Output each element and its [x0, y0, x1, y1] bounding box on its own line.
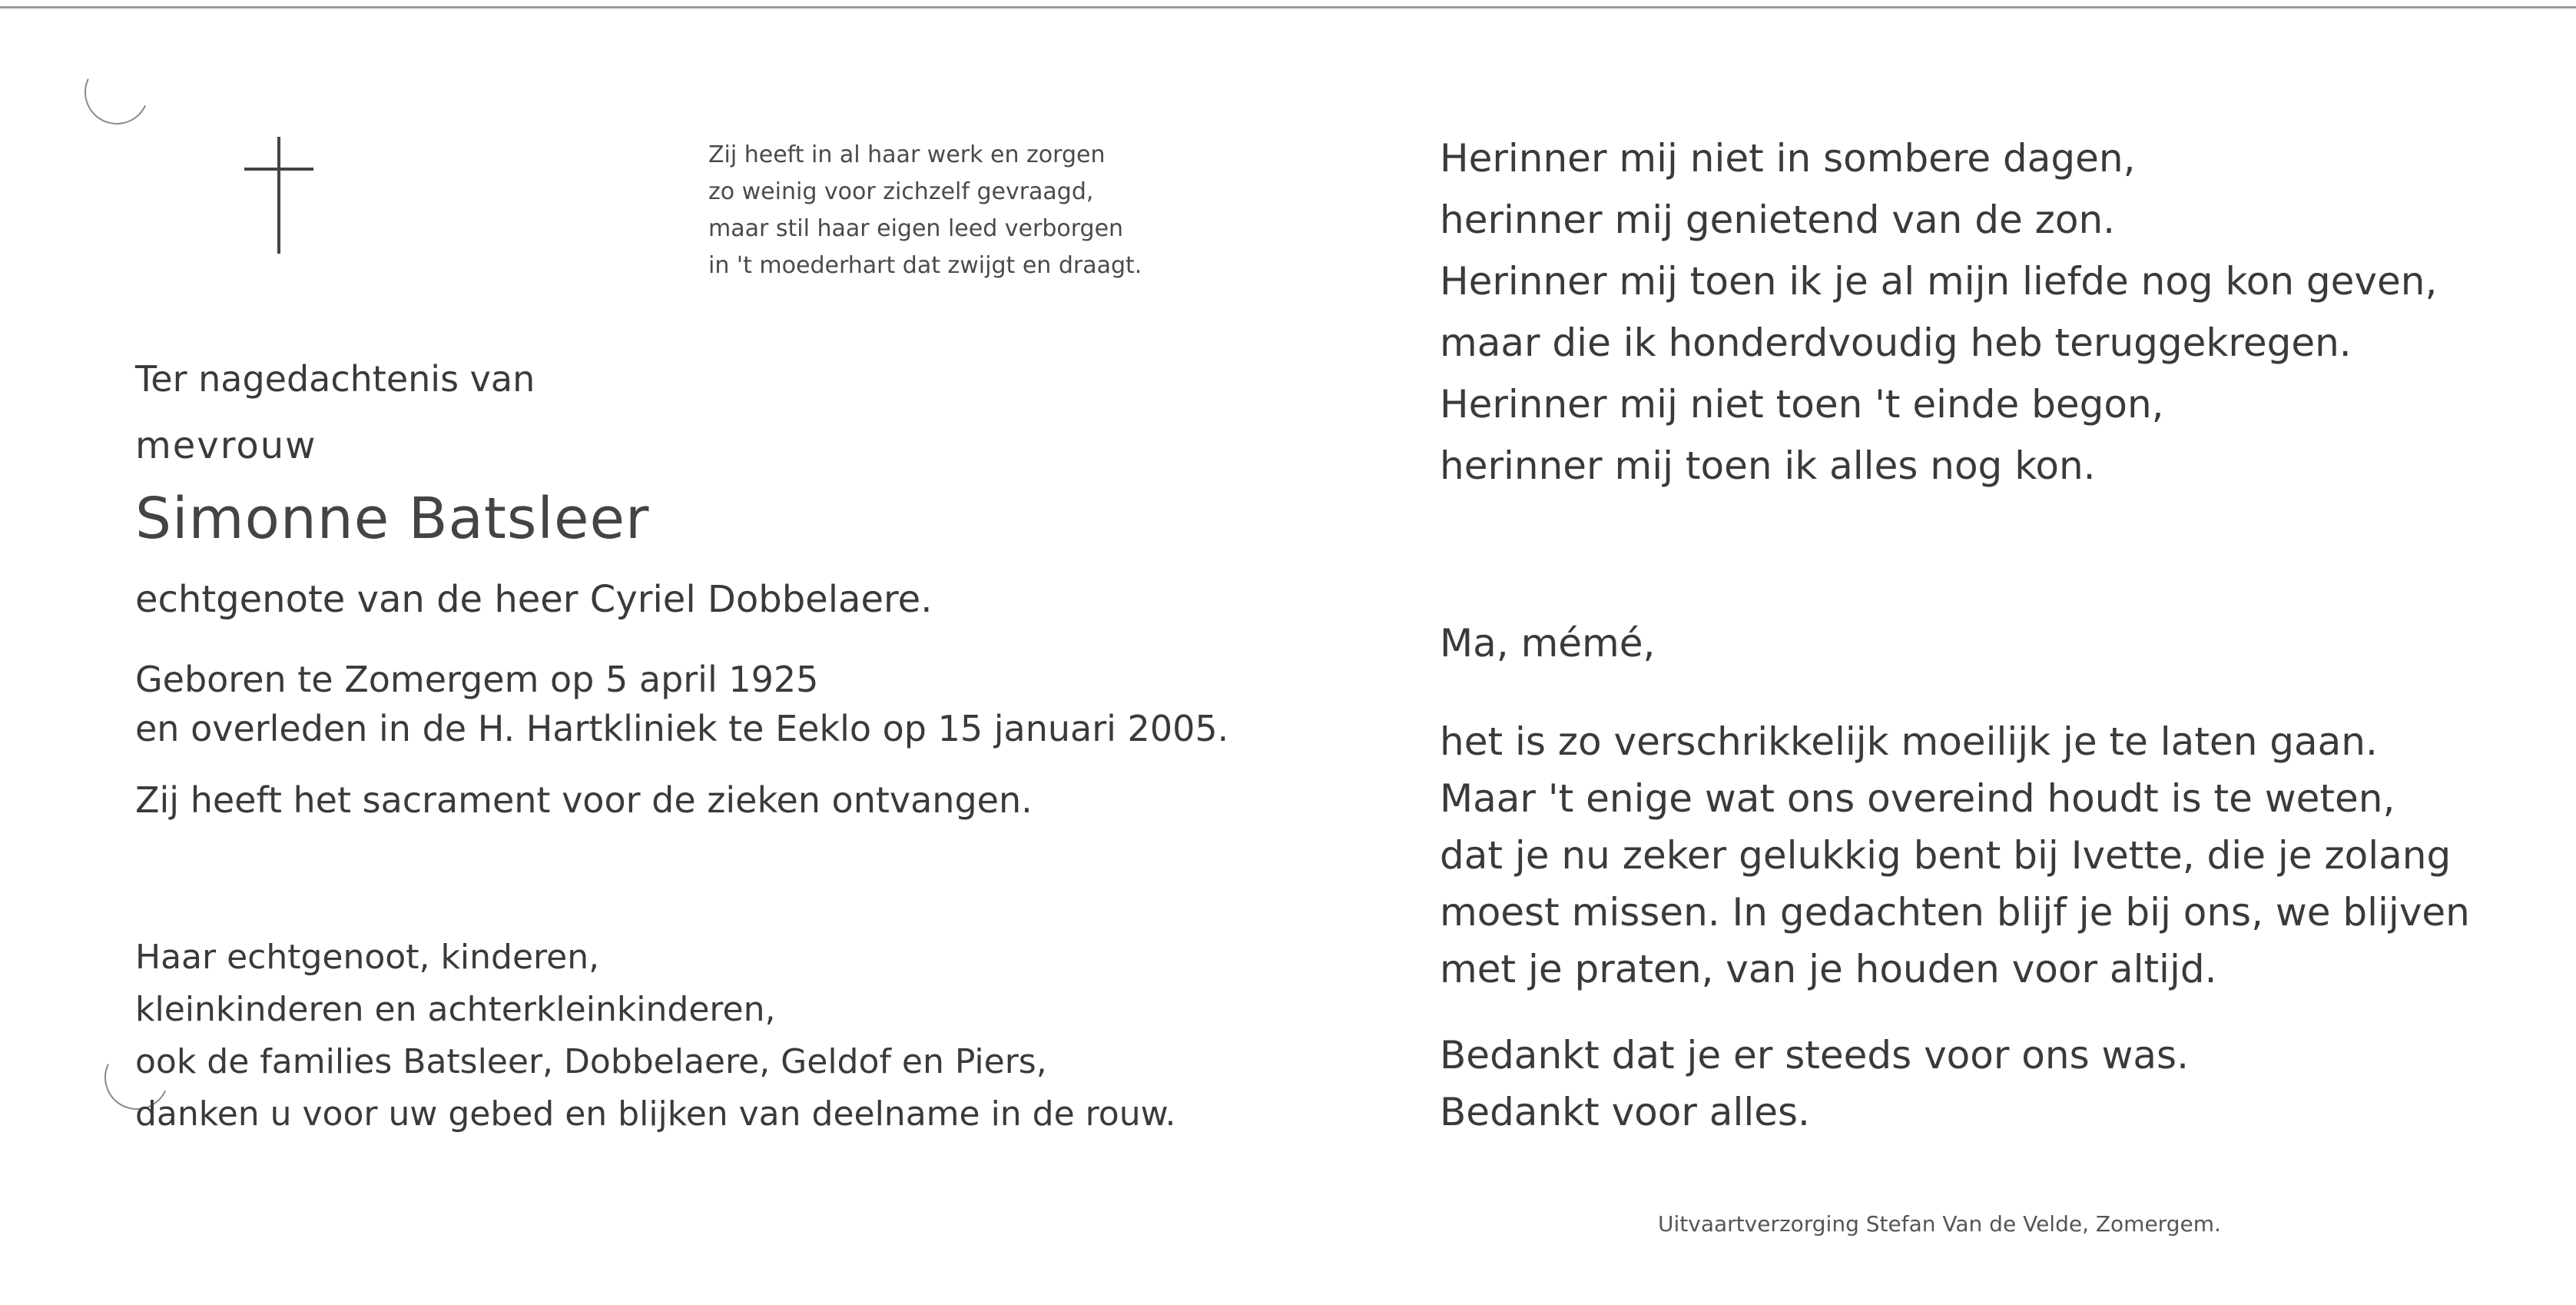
poem-line: herinner mij toen ik alles nog kon. [1440, 443, 2096, 488]
message-line: moest missen. In gedachten blijf je bij ons, we blijven [1440, 890, 2470, 935]
message-line: dat je nu zeker gelukkig bent bij Ivette, die je zolang [1440, 833, 2452, 878]
farewell-message [1440, 713, 2470, 998]
poem-line: herinner mij genietend van de zon. [1440, 198, 2116, 242]
poem-line: Herinner mij niet toen 't einde begon, [1440, 382, 2164, 427]
family-thanks [135, 931, 1176, 1141]
spouse-line: echtgenote van de heer Cyriel Dobbelaere. [135, 578, 933, 621]
birth-death-info [135, 655, 1228, 753]
poem-line: Herinner mij toen ik je al mijn liefde nog kon geven, [1440, 259, 2438, 304]
birth-line: Geboren te Zomergem op 5 april 1925 [135, 659, 819, 700]
salutation: Ma, mémé, [1440, 621, 1656, 666]
family-line: Haar echtgenoot, kinderen, [135, 938, 600, 977]
memorial-intro: Ter nagedachtenis van [135, 358, 535, 400]
small-verse-line: Zij heeft in al haar werk en zorgen [708, 141, 1106, 168]
funeral-home-credit: Uitvaartverzorging Stefan Van de Velde, Zomergem. [1658, 1211, 2221, 1237]
small-verse [708, 137, 1142, 284]
sacrament-line: Zij heeft het sacrament voor de zieken ontvangen. [135, 779, 1033, 821]
top-edge-rule [0, 6, 2576, 8]
deceased-name: Simonne Batsleer [135, 486, 650, 552]
small-verse-line: in 't moederhart dat zwijgt en draagt. [708, 252, 1142, 279]
thanks-line: Bedankt voor alles. [1440, 1090, 1810, 1134]
remembrance-poem [1440, 128, 2437, 496]
family-line: danken u voor uw gebed en blijken van deelname in de rouw. [135, 1094, 1176, 1134]
poem-line: maar die ik honderdvoudig heb teruggekregen. [1440, 320, 2352, 365]
closing-thanks [1440, 1027, 2189, 1141]
corner-cut-mark-top [75, 51, 158, 134]
poem-line: Herinner mij niet in sombere dagen, [1440, 136, 2136, 181]
family-line: kleinkinderen en achterkleinkinderen, [135, 990, 776, 1029]
family-line: ook de families Batsleer, Dobbelaere, Geldof en Piers, [135, 1042, 1047, 1081]
cross-icon [244, 137, 313, 254]
small-verse-line: maar stil haar eigen leed verborgen [708, 215, 1124, 242]
death-line: en overleden in de H. Hartkliniek te Eeklo op 15 januari 2005. [135, 708, 1229, 749]
thanks-line: Bedankt dat je er steeds voor ons was. [1440, 1033, 2189, 1078]
message-line: het is zo verschrikkelijk moeilijk je te laten gaan. [1440, 719, 2378, 764]
honorific: mevrouw [135, 424, 317, 467]
message-line: met je praten, van je houden voor altijd. [1440, 947, 2217, 991]
small-verse-line: zo weinig voor zichzelf gevraagd, [708, 178, 1094, 205]
message-line: Maar 't enige wat ons overeind houdt is te weten, [1440, 776, 2395, 821]
